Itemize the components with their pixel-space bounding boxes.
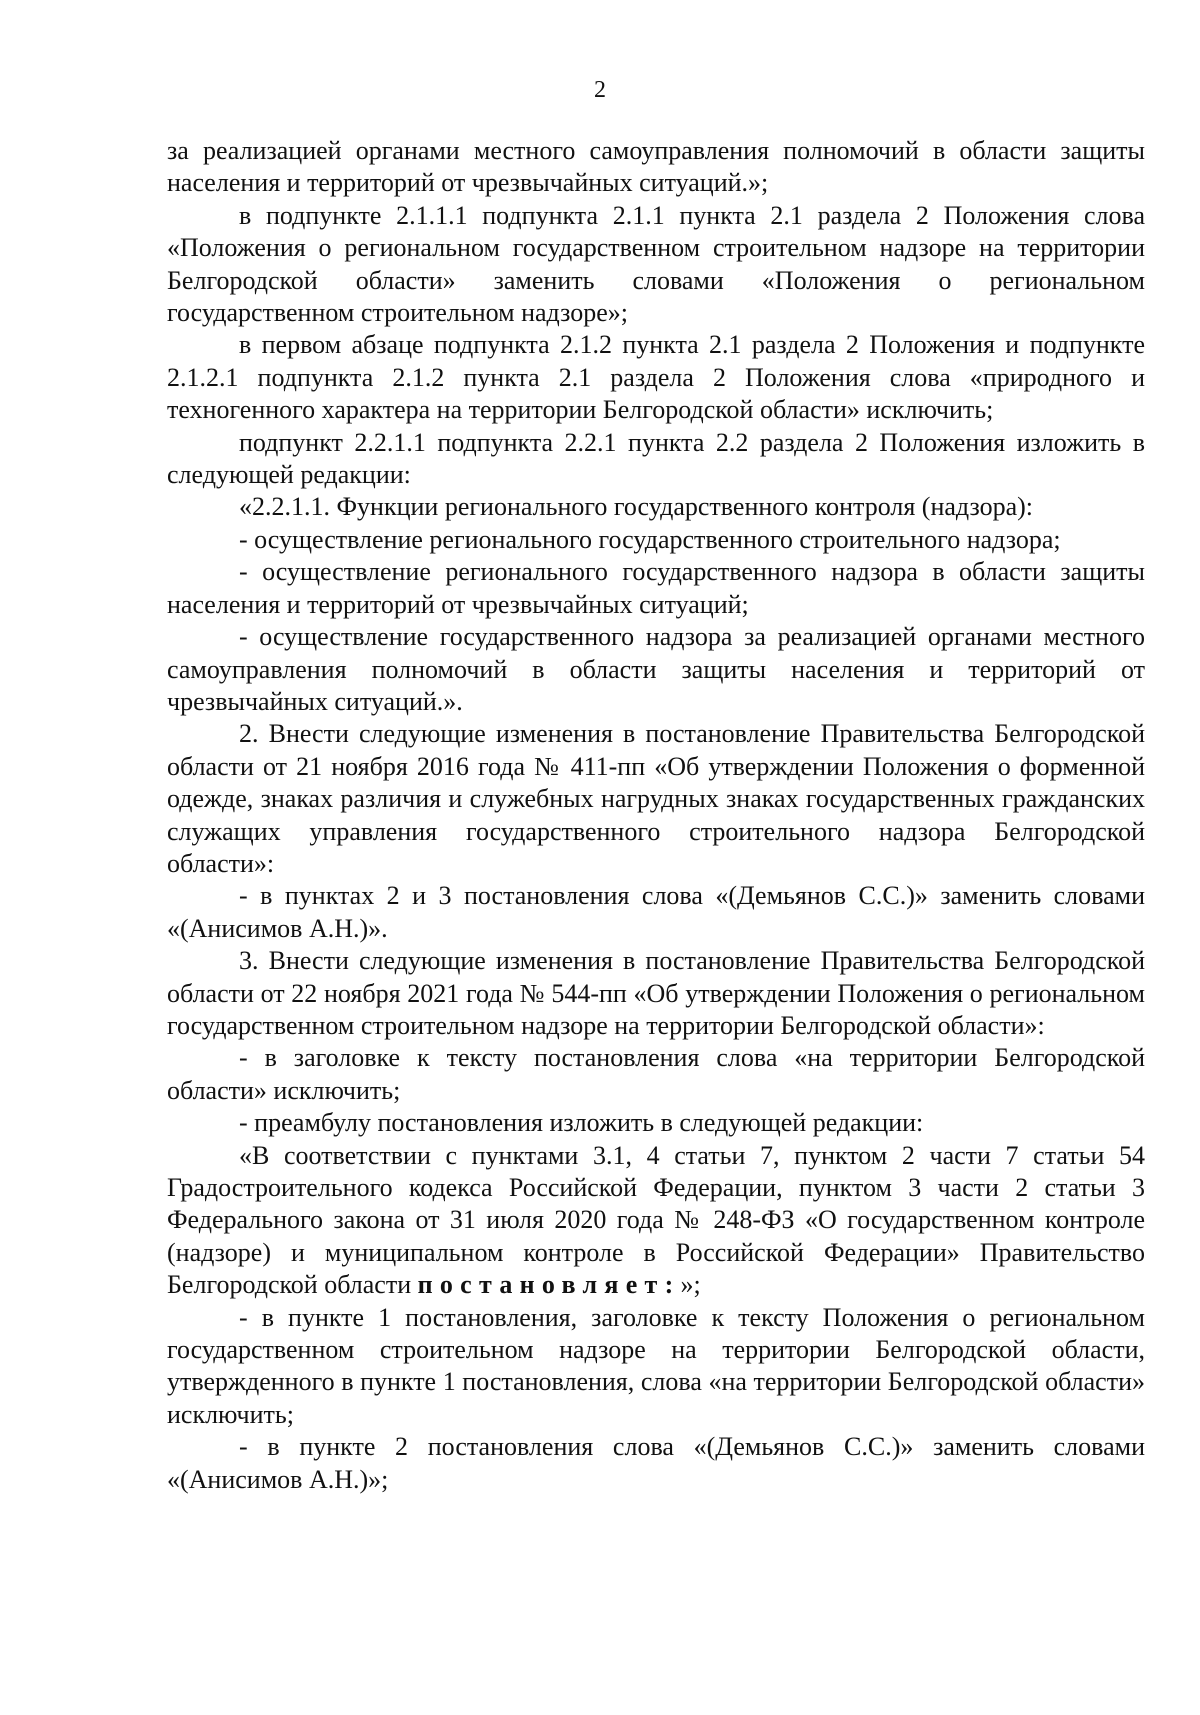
list-item-item-2-change: - в пункте 2 постановления слова «(Демьянов С.С.)» заменить словами «(Анисимов А.Н.)»; xyxy=(167,1432,1145,1494)
preamble-text: «В соответствии с пунктами 3.1, 4 статьи 7, пунктом 2 части 7 статьи 54 Градостроительного кодекса Российской Федерации, пунктом 3 части 2 статьи 3 Федерального закона от 31 июля 2020 года № 248-ФЗ «О государственном контроле (надзоре) и муниципальном контроле в Российской Федерации» Правительство Белгородской области xyxy=(167,1140,1145,1300)
paragraph-preamble xyxy=(167,1140,1145,1302)
paragraph-functions-heading: «2.2.1.1. Функции регионального государственного контроля (надзора): xyxy=(239,492,1033,522)
paragraph-subclause-2-1-2: в первом абзаце подпункта 2.1.2 пункта 2.1 раздела 2 Положения и подпункте 2.1.2.1 подпункта 2.1.2 пункта 2.1 раздела 2 Положения слова «природного и техногенного характера на территории Белгородской области» исключить; xyxy=(167,330,1145,425)
paragraph-continuation: за реализацией органами местного самоуправления полномочий в области защиты населения и территорий от чрезвычайных ситуаций.»; xyxy=(167,136,1145,198)
list-item-construction-supervision: - осуществление регионального государственного строительного надзора; xyxy=(239,524,1061,554)
document-body xyxy=(167,135,1145,1496)
list-item-title-change: - в заголовке к тексту постановления слова «на территории Белгородской области» исключить; xyxy=(167,1043,1145,1105)
preamble-tail: »; xyxy=(680,1270,701,1300)
list-item-local-government-supervision: - осуществление государственного надзора за реализацией органами местного самоуправления полномочий в области защиты населения и территорий от чрезвычайных ситуаций.». xyxy=(167,622,1145,716)
list-item-preamble-intro: - преамбулу постановления изложить в следующей редакции: xyxy=(239,1108,924,1138)
list-item-item-1-change: - в пункте 1 постановления, заголовке к тексту Положения о региональном государственном строительном надзоре на территории Белгородской области, утвержденного в пункте 1 постановления, слова «на территории Белгородской области» исключить; xyxy=(167,1302,1145,1429)
list-item-emergency-protection: - осуществление регионального государственного надзора в области защиты населения и территорий от чрезвычайных ситуаций; xyxy=(167,557,1145,619)
paragraph-item-2: 2. Внести следующие изменения в постановление Правительства Белгородской области от 21 ноября 2016 года № 411-пп «Об утверждении Положения о форменной одежде, знаках различия и служебных нагрудных знаках государственных гражданских служащих управления государственного строительного надзора Белгородской области»: xyxy=(167,719,1145,878)
page-number: 2 xyxy=(594,77,606,103)
list-item-item-2-replacement: - в пунктах 2 и 3 постановления слова «(Демьянов С.С.)» заменить словами «(Анисимов А.Н.)». xyxy=(167,881,1145,943)
preamble-decree-word: постановляет: xyxy=(417,1270,681,1300)
paragraph-item-3: 3. Внести следующие изменения в постановление Правительства Белгородской области от 22 ноября 2021 года № 544-пп «Об утверждении Положения о региональном государственном строительном надзоре на территории Белгородской области»: xyxy=(167,946,1145,1040)
paragraph-subclause-2-2-1-1: подпункт 2.2.1.1 подпункта 2.2.1 пункта 2.2 раздела 2 Положения изложить в следующей редакции: xyxy=(167,427,1145,490)
paragraph-subclause-2-1-1-1: в подпункте 2.1.1.1 подпункта 2.1.1 пункта 2.1 раздела 2 Положения слова «Положения о региональном государственном строительном надзоре на территории Белгородской области» заменить словами «Положения о региональном государственном строительном надзоре»; xyxy=(167,200,1145,328)
